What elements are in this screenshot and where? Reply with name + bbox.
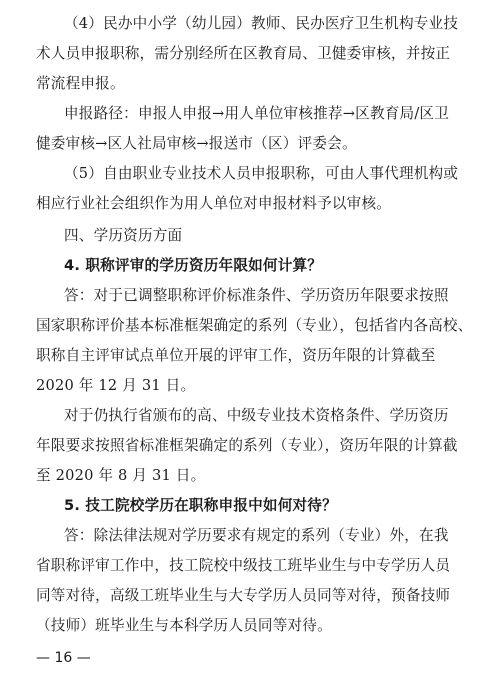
paragraph-line: 对于仍执行省颁布的高、中级专业技术资格条件、学历资历: [64, 407, 449, 424]
paragraph-line: 职称自主评审试点单位开展的评审工作，资历年限的计算截至: [36, 347, 436, 364]
paragraph-line: 术人员申报职称，需分别经所在区教育局、卫健委审核，并按正: [36, 45, 451, 62]
paragraph-line: 国家职称评价基本标准框架确定的系列（专业），包括省内各高校、: [36, 317, 473, 334]
paragraph-line: 答：对于已调整职称评价标准条件、学历资历年限要求按照: [64, 287, 449, 304]
paragraph-line: 省职称评审工作中，技工院校中级技工班毕业生与中专学历人员: [36, 557, 451, 574]
section-heading: 四、学历资历方面: [64, 227, 183, 244]
paragraph-line: 申报路径：申报人申报→用人单位审核推荐→区教育局/区卫: [64, 105, 450, 122]
paragraph-line: 至 2020 年 8 月 31 日。: [36, 467, 206, 484]
paragraph-line: 同等对待，高级工班毕业生与大专学历人员同等对待，预备技师: [36, 587, 451, 604]
paragraph-line: 健委审核→区人社局审核→报送市（区）评委会。: [36, 135, 357, 152]
paragraph-line: （技师）班毕业生与本科学历人员同等对待。: [36, 617, 332, 634]
page-number: — 16 —: [36, 650, 91, 666]
paragraph-line: （4）民办中小学（幼儿园）教师、民办医疗卫生机构专业技: [64, 15, 459, 32]
paragraph-line: 年限要求按照省标准框架确定的系列（专业），资历年限的计算截: [36, 437, 458, 454]
question-heading: 5. 技工院校学历在职称申报中如何对待？: [64, 497, 337, 514]
question-heading: 4. 职称评审的学历资历年限如何计算？: [64, 257, 323, 274]
paragraph-line: 常流程申报。: [36, 75, 125, 92]
paragraph-line: （5）自由职业专业技术人员申报职称，可由人事代理机构或: [64, 165, 459, 182]
paragraph-line: 答：除法律法规对学历要求有规定的系列（专业）外，在我: [64, 527, 449, 544]
paragraph-line: 相应行业社会组织作为用人单位对申报材料予以审核。: [36, 195, 392, 212]
paragraph-line: 2020 年 12 月 31 日。: [36, 377, 196, 394]
